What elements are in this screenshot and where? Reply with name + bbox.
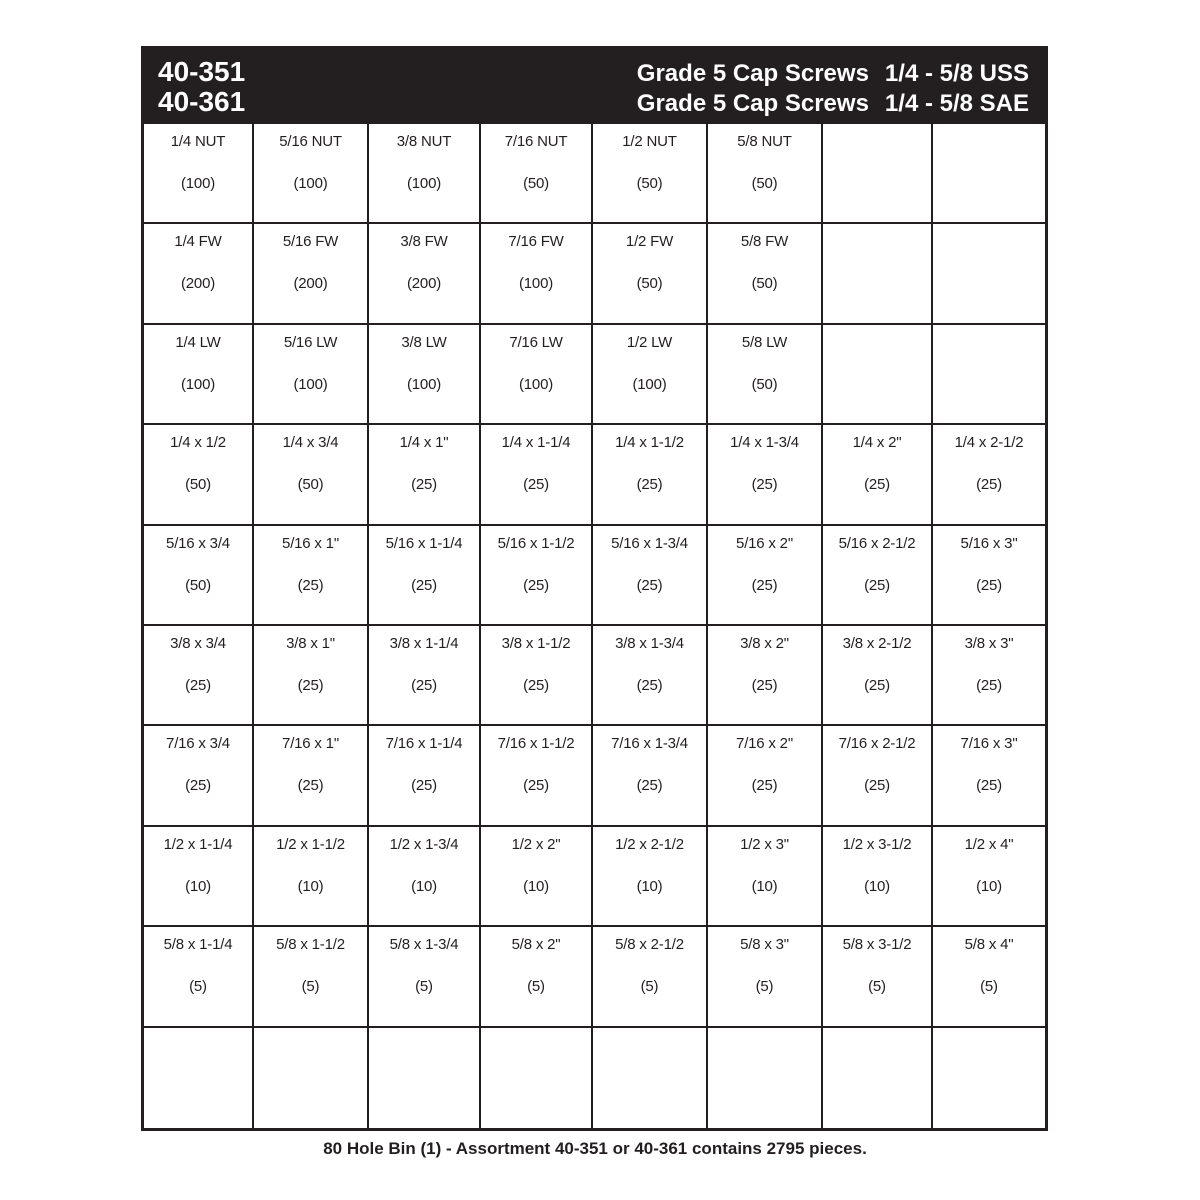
bin-size-label: 5/16 x 2-1/2 xyxy=(838,534,916,552)
bin-size-label: 1/2 LW xyxy=(626,333,673,351)
bin-cell xyxy=(933,927,1045,1027)
bin-quantity: (100) xyxy=(406,375,442,393)
bin-cell xyxy=(593,726,708,826)
bin-size-label: 1/2 x 1-1/4 xyxy=(163,835,233,853)
bin-cell-empty xyxy=(369,1028,481,1128)
bin-quantity: (10) xyxy=(751,877,778,895)
bin-cell xyxy=(708,626,823,726)
bin-size-label: 1/2 x 3" xyxy=(740,835,789,853)
bin-quantity: (5) xyxy=(527,978,545,996)
bin-size-label: 3/8 NUT xyxy=(396,133,452,150)
bin-cell xyxy=(481,224,593,324)
bin-size-label: 1/2 FW xyxy=(625,233,674,251)
bin-quantity: (25) xyxy=(411,677,437,694)
bin-size-label: 1/4 x 3/4 xyxy=(282,434,339,452)
bin-cell xyxy=(933,526,1045,626)
bin-cell xyxy=(144,224,254,324)
bin-size-label: 5/16 x 1-3/4 xyxy=(611,534,688,552)
bin-cell xyxy=(254,124,369,224)
bin-size-label: 7/16 NUT xyxy=(504,133,568,150)
bin-cell-empty xyxy=(933,1028,1045,1128)
bin-cell-empty xyxy=(254,1028,369,1128)
bin-cell xyxy=(708,927,823,1027)
bin-quantity: (25) xyxy=(411,476,437,494)
bin-quantity: (5) xyxy=(755,978,774,996)
bin-cell xyxy=(254,726,369,826)
bin-quantity: (25) xyxy=(976,476,1002,494)
bin-cell xyxy=(708,726,823,826)
title-product-uss: Grade 5 Cap Screws xyxy=(636,60,869,87)
bin-cell xyxy=(933,425,1045,525)
bin-size-label: 1/2 x 4" xyxy=(964,835,1014,853)
bin-quantity: (100) xyxy=(406,175,442,192)
bin-cell xyxy=(254,626,369,726)
bin-cell xyxy=(933,726,1045,826)
bin-quantity: (50) xyxy=(636,175,663,192)
bin-cell xyxy=(933,827,1045,927)
bin-size-label: 1/4 LW xyxy=(175,333,221,351)
bin-cell xyxy=(254,224,369,324)
bin-quantity: (5) xyxy=(980,978,998,996)
bin-cell xyxy=(369,927,481,1027)
bin-quantity: (50) xyxy=(636,275,663,293)
bin-cell-empty xyxy=(144,1028,254,1128)
bin-cell xyxy=(933,626,1045,726)
bin-cell xyxy=(708,325,823,425)
bin-quantity: (25) xyxy=(185,777,211,795)
bin-quantity: (100) xyxy=(632,375,667,393)
bin-size-label: 1/4 FW xyxy=(174,233,222,251)
bin-cell xyxy=(593,827,708,927)
bin-size-label: 1/2 x 2" xyxy=(511,835,561,853)
bin-quantity: (100) xyxy=(518,375,554,393)
bin-size-label: 3/8 x 3" xyxy=(964,635,1014,652)
bin-size-label: 5/8 x 3" xyxy=(740,936,789,954)
header-bar xyxy=(144,49,1045,124)
bin-size-label: 3/8 x 2" xyxy=(740,635,789,652)
bin-size-label: 5/16 x 1-1/2 xyxy=(497,534,575,552)
bin-cell xyxy=(369,425,481,525)
bin-size-label: 3/8 x 1-1/4 xyxy=(389,635,459,652)
title-line-sae xyxy=(637,89,1029,119)
bin-size-label: 7/16 x 3/4 xyxy=(166,735,230,753)
bin-quantity: (10) xyxy=(864,877,890,895)
bin-cell-empty xyxy=(823,325,933,425)
bin-quantity: (100) xyxy=(180,175,216,192)
bin-cell xyxy=(708,425,823,525)
bin-size-label: 3/8 x 2-1/2 xyxy=(842,635,912,652)
bin-quantity: (25) xyxy=(976,677,1002,694)
bin-size-label: 1/4 x 1-1/2 xyxy=(615,434,684,452)
bin-cell xyxy=(481,425,593,525)
footer-text: 80 Hole Bin (1) - Assortment 40-351 or 40-361 contains 2795 pieces. xyxy=(323,1139,867,1158)
bin-size-label: 5/8 x 1-1/2 xyxy=(276,936,345,954)
bin-cell xyxy=(369,726,481,826)
bin-size-label: 3/8 x 1-3/4 xyxy=(615,635,684,652)
assortment-footer xyxy=(0,1139,1200,1159)
bin-cell xyxy=(481,827,593,927)
bin-quantity: (5) xyxy=(640,978,659,996)
bin-cell xyxy=(823,626,933,726)
bin-quantity: (50) xyxy=(297,476,324,494)
bin-cell xyxy=(254,827,369,927)
bin-cell xyxy=(823,827,933,927)
bin-quantity: (25) xyxy=(523,777,549,795)
product-titles xyxy=(637,59,1029,119)
bin-size-label: 5/16 x 2" xyxy=(736,534,793,552)
bin-grid xyxy=(144,124,1045,1128)
bin-cell xyxy=(369,827,481,927)
bin-cell xyxy=(823,425,933,525)
bin-cell xyxy=(481,124,593,224)
bin-size-label: 5/16 LW xyxy=(283,333,338,351)
bin-cell xyxy=(144,827,254,927)
bin-cell xyxy=(708,827,823,927)
bin-cell xyxy=(254,526,369,626)
bin-cell xyxy=(481,526,593,626)
bin-cell xyxy=(593,526,708,626)
bin-quantity: (25) xyxy=(636,476,663,494)
bin-quantity: (5) xyxy=(189,978,207,996)
bin-size-label: 1/2 x 3-1/2 xyxy=(842,835,912,853)
title-range-sae: 1/4 - 5/8 SAE xyxy=(884,90,1029,117)
bin-cell-empty xyxy=(823,1028,933,1128)
bin-quantity: (25) xyxy=(523,576,549,594)
bin-size-label: 5/16 x 1" xyxy=(282,534,339,552)
bin-cell xyxy=(144,927,254,1027)
bin-quantity: (100) xyxy=(293,375,328,393)
bin-quantity: (100) xyxy=(293,175,328,192)
bin-cell xyxy=(593,425,708,525)
bin-quantity: (10) xyxy=(636,877,663,895)
bin-quantity: (25) xyxy=(864,576,890,594)
part-number-uss: 40-351 xyxy=(158,56,246,87)
bin-size-label: 7/16 x 3" xyxy=(960,735,1018,753)
bin-size-label: 5/16 FW xyxy=(282,233,339,251)
bin-quantity: (200) xyxy=(293,275,328,293)
bin-quantity: (10) xyxy=(523,877,549,895)
bin-cell-empty xyxy=(933,224,1045,324)
bin-size-label: 1/4 NUT xyxy=(170,133,226,150)
bin-quantity: (25) xyxy=(297,576,324,594)
bin-cell xyxy=(481,626,593,726)
bin-cell xyxy=(254,927,369,1027)
bin-size-label: 5/8 x 1-3/4 xyxy=(389,936,459,954)
bin-size-label: 1/4 x 1-3/4 xyxy=(730,434,799,452)
bin-cell xyxy=(593,224,708,324)
bin-cell xyxy=(823,526,933,626)
bin-quantity: (25) xyxy=(297,677,324,694)
bin-cell xyxy=(481,325,593,425)
bin-size-label: 5/8 x 4" xyxy=(964,936,1014,954)
bin-quantity: (50) xyxy=(185,576,211,594)
bin-quantity: (25) xyxy=(751,777,778,795)
bin-cell xyxy=(254,325,369,425)
part-number-sae: 40-361 xyxy=(158,86,246,117)
bin-quantity: (25) xyxy=(185,677,211,694)
bin-quantity: (25) xyxy=(636,677,663,694)
bin-cell xyxy=(708,224,823,324)
bin-quantity: (25) xyxy=(976,777,1002,795)
bin-cell xyxy=(593,927,708,1027)
bin-size-label: 5/16 x 1-1/4 xyxy=(385,534,463,552)
bin-cell-empty xyxy=(823,224,933,324)
bin-size-label: 5/8 FW xyxy=(740,233,789,251)
bin-size-label: 5/8 x 2-1/2 xyxy=(615,936,684,954)
bin-quantity: (200) xyxy=(180,275,216,293)
bin-cell xyxy=(144,425,254,525)
bin-quantity: (25) xyxy=(411,777,437,795)
bin-size-label: 1/4 x 2-1/2 xyxy=(954,434,1024,452)
bin-quantity: (50) xyxy=(523,175,549,192)
part-numbers xyxy=(158,57,245,117)
bin-cell xyxy=(481,927,593,1027)
bin-cell xyxy=(481,726,593,826)
bin-quantity: (25) xyxy=(751,677,778,694)
bin-quantity: (50) xyxy=(751,375,778,393)
bin-size-label: 7/16 LW xyxy=(509,333,563,351)
bin-cell xyxy=(144,726,254,826)
bin-size-label: 1/2 x 2-1/2 xyxy=(615,835,684,853)
bin-quantity: (200) xyxy=(406,275,442,293)
bin-size-label: 7/16 x 1-1/4 xyxy=(385,735,463,753)
bin-quantity: (100) xyxy=(180,375,216,393)
bin-cell xyxy=(369,526,481,626)
bin-quantity: (5) xyxy=(301,978,320,996)
title-range-uss: 1/4 - 5/8 USS xyxy=(884,60,1029,87)
bin-cell xyxy=(593,626,708,726)
bin-cell xyxy=(708,124,823,224)
bin-quantity: (5) xyxy=(868,978,886,996)
bin-size-label: 5/8 NUT xyxy=(737,133,792,150)
bin-quantity: (50) xyxy=(751,175,778,192)
bin-size-label: 1/2 NUT xyxy=(622,133,677,150)
bin-quantity: (5) xyxy=(415,978,433,996)
bin-cell xyxy=(369,224,481,324)
bin-cell xyxy=(369,124,481,224)
bin-cell-empty xyxy=(823,124,933,224)
bin-quantity: (25) xyxy=(751,476,778,494)
assortment-label-sheet xyxy=(141,46,1048,1131)
bin-quantity: (10) xyxy=(976,877,1002,895)
bin-cell xyxy=(369,626,481,726)
bin-quantity: (25) xyxy=(636,777,663,795)
bin-size-label: 3/8 x 3/4 xyxy=(170,635,226,652)
bin-quantity: (100) xyxy=(518,275,554,293)
bin-size-label: 7/16 x 1" xyxy=(282,735,339,753)
bin-cell-empty xyxy=(481,1028,593,1128)
bin-cell xyxy=(593,124,708,224)
bin-size-label: 1/2 x 1-1/2 xyxy=(276,835,345,853)
bin-size-label: 7/16 x 2-1/2 xyxy=(838,735,916,753)
bin-cell xyxy=(369,325,481,425)
bin-quantity: (25) xyxy=(297,777,324,795)
title-line-uss xyxy=(637,59,1029,89)
bin-quantity: (25) xyxy=(864,476,890,494)
bin-cell-empty xyxy=(933,325,1045,425)
bin-size-label: 5/16 NUT xyxy=(279,133,342,150)
bin-size-label: 1/2 x 1-3/4 xyxy=(389,835,459,853)
bin-quantity: (25) xyxy=(751,576,778,594)
bin-size-label: 1/4 x 1/2 xyxy=(170,434,226,452)
bin-cell-empty xyxy=(933,124,1045,224)
title-product-sae: Grade 5 Cap Screws xyxy=(636,90,869,117)
bin-quantity: (25) xyxy=(636,576,663,594)
bin-cell-empty xyxy=(593,1028,708,1128)
bin-cell xyxy=(708,526,823,626)
bin-size-label: 5/8 LW xyxy=(741,333,788,351)
bin-cell xyxy=(144,526,254,626)
bin-cell xyxy=(254,425,369,525)
bin-size-label: 7/16 x 1-1/2 xyxy=(497,735,575,753)
bin-quantity: (25) xyxy=(411,576,437,594)
bin-size-label: 5/16 x 3/4 xyxy=(166,534,230,552)
bin-size-label: 3/8 LW xyxy=(401,333,447,351)
bin-size-label: 1/4 x 2" xyxy=(852,434,902,452)
bin-size-label: 1/4 x 1" xyxy=(399,434,449,452)
bin-size-label: 5/8 x 2" xyxy=(511,936,561,954)
bin-cell xyxy=(144,325,254,425)
bin-size-label: 1/4 x 1-1/4 xyxy=(501,434,571,452)
bin-size-label: 7/16 FW xyxy=(508,233,564,251)
bin-quantity: (10) xyxy=(411,877,437,895)
bin-quantity: (10) xyxy=(185,877,211,895)
bin-size-label: 7/16 x 2" xyxy=(736,735,793,753)
bin-quantity: (25) xyxy=(864,777,890,795)
bin-cell xyxy=(144,124,254,224)
bin-size-label: 5/8 x 3-1/2 xyxy=(842,936,912,954)
bin-cell xyxy=(144,626,254,726)
bin-size-label: 3/8 x 1" xyxy=(286,635,335,652)
bin-quantity: (25) xyxy=(976,576,1002,594)
bin-size-label: 5/8 x 1-1/4 xyxy=(163,936,233,954)
bin-cell xyxy=(823,726,933,826)
bin-quantity: (10) xyxy=(297,877,324,895)
bin-size-label: 5/16 x 3" xyxy=(960,534,1018,552)
bin-cell xyxy=(593,325,708,425)
bin-size-label: 3/8 x 1-1/2 xyxy=(501,635,571,652)
bin-quantity: (50) xyxy=(185,476,211,494)
bin-quantity: (25) xyxy=(523,476,549,494)
bin-quantity: (25) xyxy=(864,677,890,694)
bin-quantity: (25) xyxy=(523,677,549,694)
bin-size-label: 3/8 FW xyxy=(400,233,448,251)
bin-cell xyxy=(823,927,933,1027)
bin-size-label: 7/16 x 1-3/4 xyxy=(611,735,688,753)
bin-quantity: (50) xyxy=(751,275,778,293)
bin-cell-empty xyxy=(708,1028,823,1128)
